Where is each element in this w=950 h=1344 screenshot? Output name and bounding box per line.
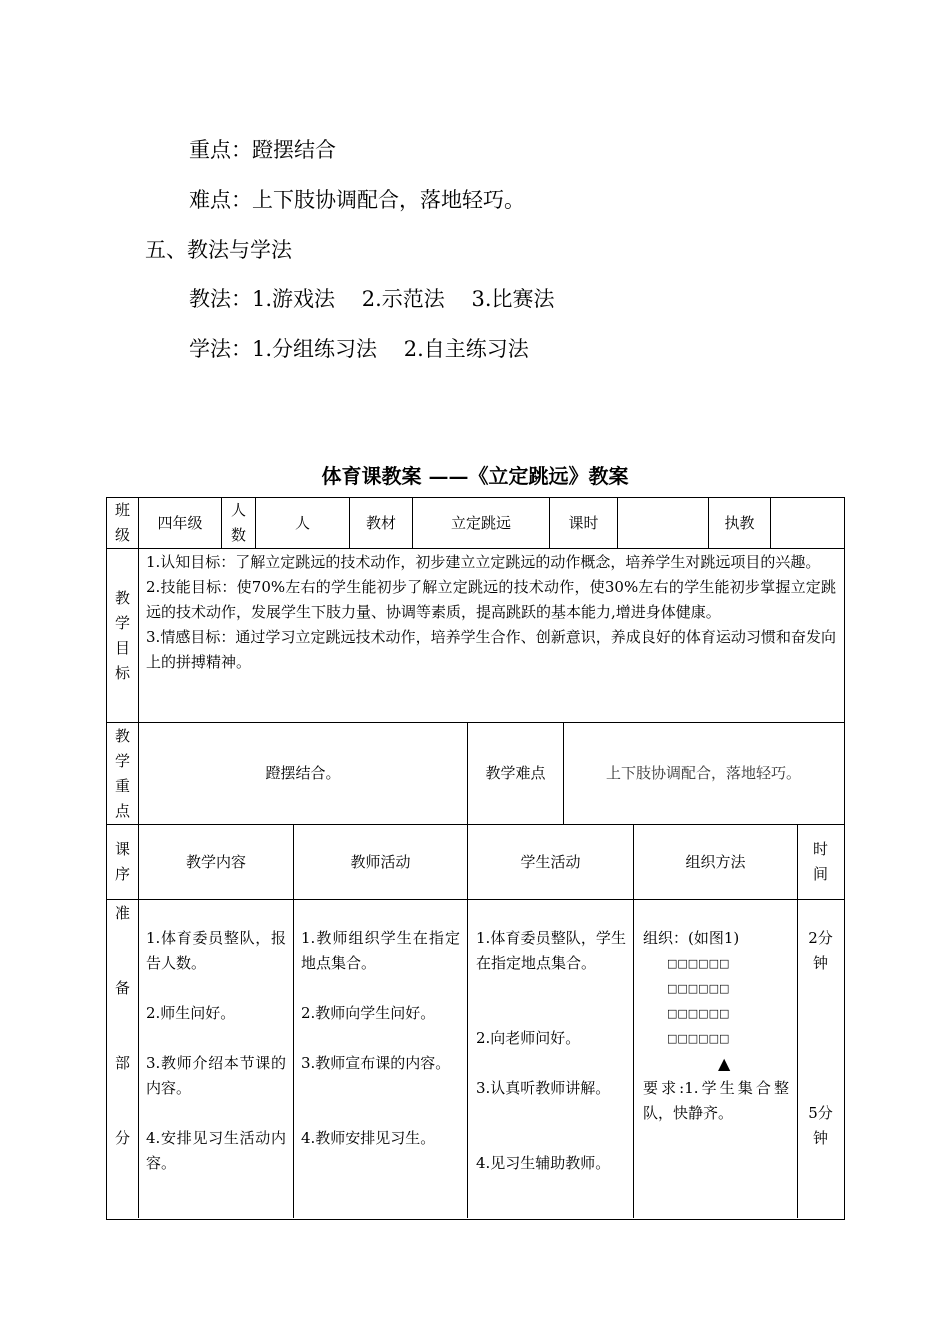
time-header: 时间 [812, 840, 828, 883]
teacher-label: 执教 [724, 513, 755, 532]
prep-time-1: 2分钟 [808, 929, 833, 972]
goals-content [146, 550, 836, 675]
goal-skill: 2.技能目标：使70%左右的学生能初步了解立定跳远的技术动作，使30%左右的学生能初步掌握立定跳远的技术动作，发展学生下肢力量、协调等素质，提高跳跃的基本能力,增进身体健康。 [146, 578, 836, 621]
prep-label-1: 准 [115, 904, 131, 922]
prep-method-org: 组织：(如图1) [643, 929, 740, 947]
section-heading: 五、教法与学法 [145, 238, 292, 262]
focus-value: 蹬摆结合。 [265, 764, 341, 782]
period-label: 课时 [568, 513, 599, 532]
teacher-value [771, 498, 843, 548]
formation-row-1: □□□□□□ [667, 957, 730, 970]
teaching-methods-line: 教法：1.游戏法 2.示范法 3.比赛法 [189, 287, 555, 311]
class-label-cell [107, 498, 138, 548]
prep-time-2-cell [798, 1101, 843, 1151]
goal-cognitive: 1.认知目标：了解立定跳远的技术动作，初步建立立定跳远的动作概念，培养学生对跳远项目的兴趣。 [146, 553, 821, 571]
row-divider [106, 548, 844, 549]
prep-teacher-2: 2.教师向学生问好。 [301, 1004, 436, 1022]
learning-methods-line: 学法：1.分组练习法 2.自主练习法 [189, 337, 529, 361]
formation-row-3: □□□□□□ [667, 1007, 730, 1020]
difficulty-label: 教学难点 [485, 764, 546, 782]
prep-label-3: 部 [115, 1054, 131, 1072]
prep-student-1: 1.体育委员整队，学生在指定地点集合。 [476, 929, 626, 972]
focus-label-cell [107, 723, 138, 824]
teacher-activity-header: 教师活动 [350, 852, 411, 871]
order-header-cell [107, 825, 138, 899]
prep-teacher-1: 1.教师组织学生在指定地点集合。 [301, 929, 460, 972]
prep-teacher-3: 3.教师宣布课的内容。 [301, 1054, 451, 1072]
prep-teacher-4: 4.教师安排见习生。 [301, 1129, 436, 1147]
prep-content-4: 4.安排见习生活动内容。 [146, 1129, 286, 1172]
prep-time-1-cell [798, 926, 843, 976]
prep-student-4: 4.见习生辅助教师。 [476, 1154, 611, 1172]
prep-label-2: 备 [115, 979, 131, 997]
student-activity-header: 学生活动 [520, 852, 581, 871]
time-header-cell [798, 825, 843, 899]
prep-time-2: 5分钟 [808, 1104, 833, 1147]
prep-content-2: 2.师生问好。 [146, 1004, 236, 1022]
row-divider [106, 899, 844, 900]
formation-row-2: □□□□□□ [667, 982, 730, 995]
goals-label: 教学目标 [114, 588, 130, 682]
material-label: 教材 [365, 513, 396, 532]
content-header: 教学内容 [185, 852, 246, 871]
lesson-plan-title: 体育课教案 ——《立定跳远》教案 [321, 464, 629, 488]
key-point-line: 重点：蹬摆结合 [189, 138, 336, 162]
order-header: 课序 [114, 840, 130, 883]
difficulty-value: 上下肢协调配合，落地轻巧。 [605, 764, 801, 782]
prep-student-2: 2.向老师问好。 [476, 1029, 581, 1047]
prep-content-1: 1.体育委员整队，报告人数。 [146, 929, 286, 972]
count-value: 人 [294, 513, 310, 532]
goal-affective: 3.情感目标：通过学习立定跳远技术动作，培养学生合作、创新意识，养成良好的体育运动习惯和奋发向上的拼搏精神。 [146, 628, 836, 671]
prep-label-4: 分 [115, 1129, 131, 1147]
prep-student-3: 3.认真听教师讲解。 [476, 1079, 611, 1097]
formation-row-4: □□□□□□ [667, 1032, 730, 1045]
method-header: 组织方法 [685, 852, 746, 871]
count-label: 人数 [230, 501, 246, 544]
prep-method-req: 要求:1.学生集合整队，快静齐。 [643, 1079, 789, 1122]
prep-content-3: 3.教师介绍本节课的内容。 [146, 1054, 286, 1097]
focus-label: 教学重点 [114, 726, 130, 820]
goals-label-cell [107, 549, 138, 722]
difficulty-line: 难点：上下肢协调配合，落地轻巧。 [189, 188, 525, 212]
count-label-cell [222, 498, 255, 548]
period-value [618, 498, 708, 548]
class-label: 班级 [114, 501, 130, 544]
material-value: 立定跳远 [450, 513, 511, 532]
class-value: 四年级 [157, 513, 203, 532]
teacher-position-icon: ▲ [718, 1054, 731, 1073]
